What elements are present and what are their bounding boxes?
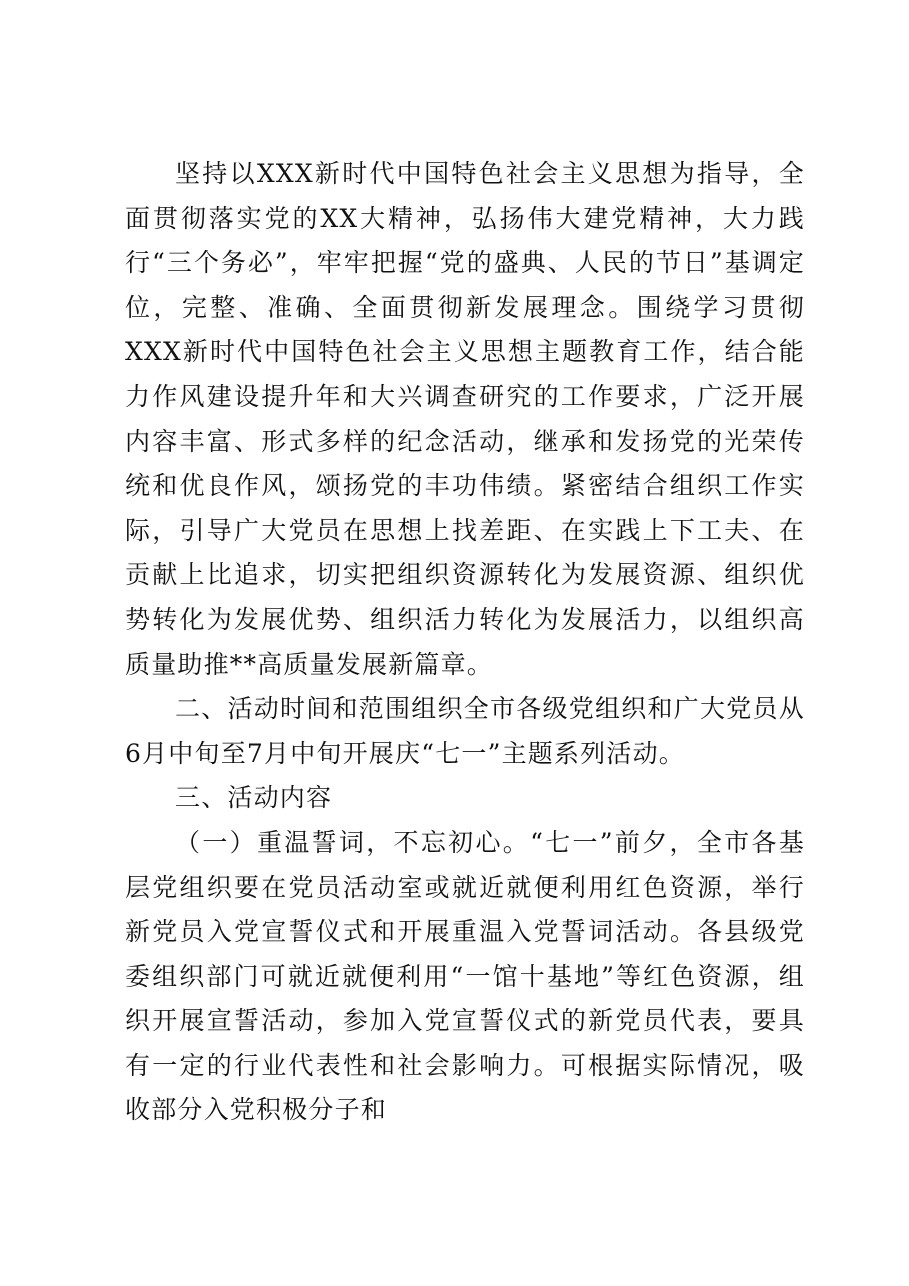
document-body	[125, 152, 805, 1133]
paragraph-guiding-principle: 坚持以XXX新时代中国特色社会主义思想为指导，全面贯彻落实党的XX大精神，弘扬伟大建党精神，大力践行“三个务必”，牢牢把握“党的盛典、人民的节日”基调定位，完整、准确、全面贯彻新发展理念。围绕学习贯彻XXX新时代中国特色社会主义思想主题教育工作，结合能力作风建设提升年和大兴调查研究的工作要求，广泛开展内容丰富、形式多样的纪念活动，继承和发扬党的光荣传统和优良作风，颂扬党的丰功伟绩。紧密结合组织工作实际，引导广大党员在思想上找差距、在实践上下工夫、在贡献上比追求，切实把组织资源转化为发展资源、组织优势转化为发展优势、组织活力转化为发展活力，以组织高质量助推**高质量发展新篇章。	[125, 159, 805, 679]
heading-activity-content: 三、活动内容	[175, 783, 333, 813]
paragraph-time-and-scope: 二、活动时间和范围组织全市各级党组织和广大党员从6月中旬至7月中旬开展庆“七一”主题系列活动。	[125, 694, 805, 768]
paragraph-oath-renewal: （一）重温誓词，不忘初心。“七一”前夕，全市各基层党组织要在党员活动室或就近就便利用红色资源，举行新党员入党宣誓仪式和开展重温入党誓词活动。各县级党委组织部门可就近就便利用“一馆十基地”等红色资源，组织开展宣誓活动，参加入党宣誓仪式的新党员代表，要具有一定的行业代表性和社会影响力。可根据实际情况，吸收部分入党积极分子和	[125, 827, 805, 1125]
